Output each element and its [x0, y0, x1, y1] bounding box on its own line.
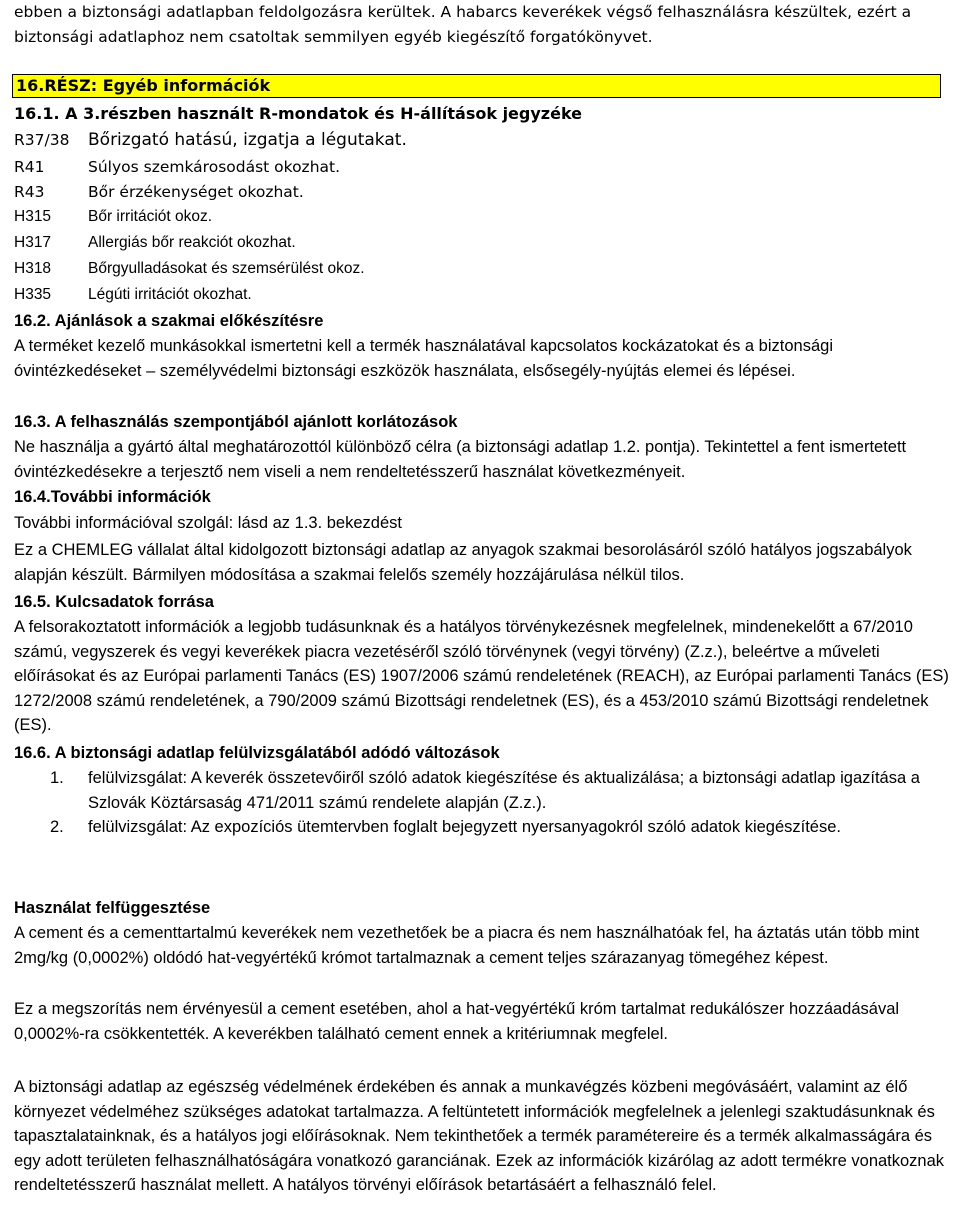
paragraph-16-4b: Ez a CHEMLEG vállalat által kidolgozott biztonsági adatlap az anyagok szakmai besorolásáról szóló hatályos jogszabályok alapján készült. Bármilyen módosítása a szakmai felelős személy hozzájárulása nélkül tilos.	[14, 541, 912, 584]
code-text: Allergiás bőr reakciót okozhat.	[88, 234, 296, 251]
heading-16-3: 16.3. A felhasználás szempontjából ajánlott korlátozások	[14, 413, 458, 431]
revision-list	[50, 766, 930, 840]
intro-paragraph: ebben a biztonsági adatlapban feldolgozásra kerültek. A habarcs keverékek végső felhasználásra készültek, ezért a biztonsági adatlaphoz nem csatoltak semmilyen egyéb kiegészítő forgatókönyvet.	[14, 3, 912, 46]
section-16-header	[12, 74, 941, 98]
code-text: Bőrizgató hatású, izgatja a légutakat.	[88, 130, 407, 150]
paragraph-16-4a: További információval szolgál: lásd az 1.3. bekezdést	[14, 514, 402, 532]
code-row	[14, 205, 212, 229]
heading-16-6: 16.6. A biztonsági adatlap felülvizsgálatából adódó változások	[14, 744, 500, 762]
code-row	[14, 155, 340, 179]
code-text: Bőrgyulladásokat és szemsérülést okoz.	[88, 260, 365, 277]
code-label: H318	[14, 260, 52, 277]
section-title: 16.RÉSZ: Egyéb információk	[16, 76, 271, 95]
list-item-number: 2.	[50, 818, 64, 836]
list-item	[50, 766, 930, 815]
list-item	[50, 815, 930, 840]
paragraph-16-3: Ne használja a gyártó által meghatározottól különböző célra (a biztonsági adatlap 1.2. pontja). Tekintettel a fent ismertetett óvintézkedésekre a terjesztő nem viseli a nem rendeltetésszerű használat következményeit.	[14, 438, 907, 481]
code-label: H315	[14, 208, 52, 225]
list-item-number: 1.	[50, 769, 64, 787]
list-item-text: felülvizsgálat: Az expozíciós ütemtervben foglalt bejegyzett nyersanyagokról szóló adatok kiegészítése.	[88, 818, 841, 836]
code-label: H317	[14, 234, 52, 251]
code-text: Légúti irritációt okozhat.	[88, 286, 252, 303]
code-label: H335	[14, 286, 52, 303]
code-label: R37/38	[14, 131, 70, 149]
code-text: Bőr érzékenységet okozhat.	[88, 183, 304, 201]
code-label: R41	[14, 158, 45, 176]
heading-16-5: 16.5. Kulcsadatok forrása	[14, 593, 214, 611]
code-row	[14, 180, 304, 204]
heading-suspension: Használat felfüggesztése	[14, 899, 211, 917]
code-row	[14, 257, 365, 281]
paragraph-16-2: A terméket kezelő munkásokkal ismertetni kell a termék használatával kapcsolatos kockázatokat és a biztonsági óvintézkedéseket – személyvédelmi biztonsági eszközök használata, elsősegély-nyújtás elemei és lépései.	[14, 337, 833, 380]
heading-16-2: 16.2. Ajánlások a szakmai előkészítésre	[14, 312, 324, 330]
closing-paragraph: A biztonsági adatlap az egészség védelmének érdekében és annak a munkavégzés közbeni megóvásáért, valamint az élő környezet védelméhez szükséges adatokat tartalmazza. A feltüntetett információk megfelelnek a jelenlegi szaktudásunknak és tapasztalatainknak, és a hatályos jogi előírásoknak. Nem tekinthetőek a termék paramétereire és a termék alkalmasságára és egy adott területen felhasználhatóságára vonatkozó garanciának. Ezek az információk kizárólag az adott termékre vonatkoznak rendeltetésszerű használat mellett. A hatályos törvényi előírások betartásáért a felhasználó felel.	[14, 1078, 945, 1194]
code-text: Bőr irritációt okoz.	[88, 208, 213, 225]
paragraph-16-5: A felsorakoztatott információk a legjobb tudásunknak és a hatályos törvénykezésnek megfelelnek, mindenekelőtt a 67/2010 számú, vegyszerek és vegyi keverékek piacra vezetéséről szóló törvénynek (vegyi törvény) (Z.z.), beleértve a műveleti előírásokat és az Európai parlamenti Tanács (ES) 1907/2006 számú rendeletének (REACH), az Európai parlamenti Tanács (ES) 1272/2008 számú rendeletének, a 790/2009 számú Bizottsági rendeletnek (ES), és a 453/2010 számú Bizottsági rendeletnek (ES).	[14, 618, 949, 734]
code-row	[14, 283, 252, 307]
code-text: Súlyos szemkárosodást okozhat.	[88, 158, 341, 176]
code-row	[14, 231, 296, 255]
list-item-text: felülvizsgálat: A keverék összetevőiről szóló adatok kiegészítése és aktualizálása; a biztonsági adatlap igazítása a Szlovák Köztársaság 471/2011 számú rendelete alapján (Z.z.).	[88, 769, 920, 812]
code-row	[14, 128, 407, 152]
paragraph-suspension-1: A cement és a cementtartalmú keverékek nem vezethetőek be a piacra és nem használhatóak fel, ha áztatás után több mint 2mg/kg (0,0002%) oldódó hat-vegyértékű krómot tartalmaznak a cement teljes szárazanyag tömegéhez képest.	[14, 924, 920, 967]
code-label: R43	[14, 183, 45, 201]
heading-16-4: 16.4.További információk	[14, 488, 211, 506]
heading-16-1: 16.1. A 3.részben használt R-mondatok és H-állítások jegyzéke	[14, 104, 583, 123]
paragraph-suspension-2: Ez a megszorítás nem érvényesül a cement esetében, ahol a hat-vegyértékű króm tartalmat redukálószer hozzáadásával 0,0002%-ra csökkentették. A keverékben található cement ennek a kritériumnak megfelel.	[14, 1000, 900, 1043]
